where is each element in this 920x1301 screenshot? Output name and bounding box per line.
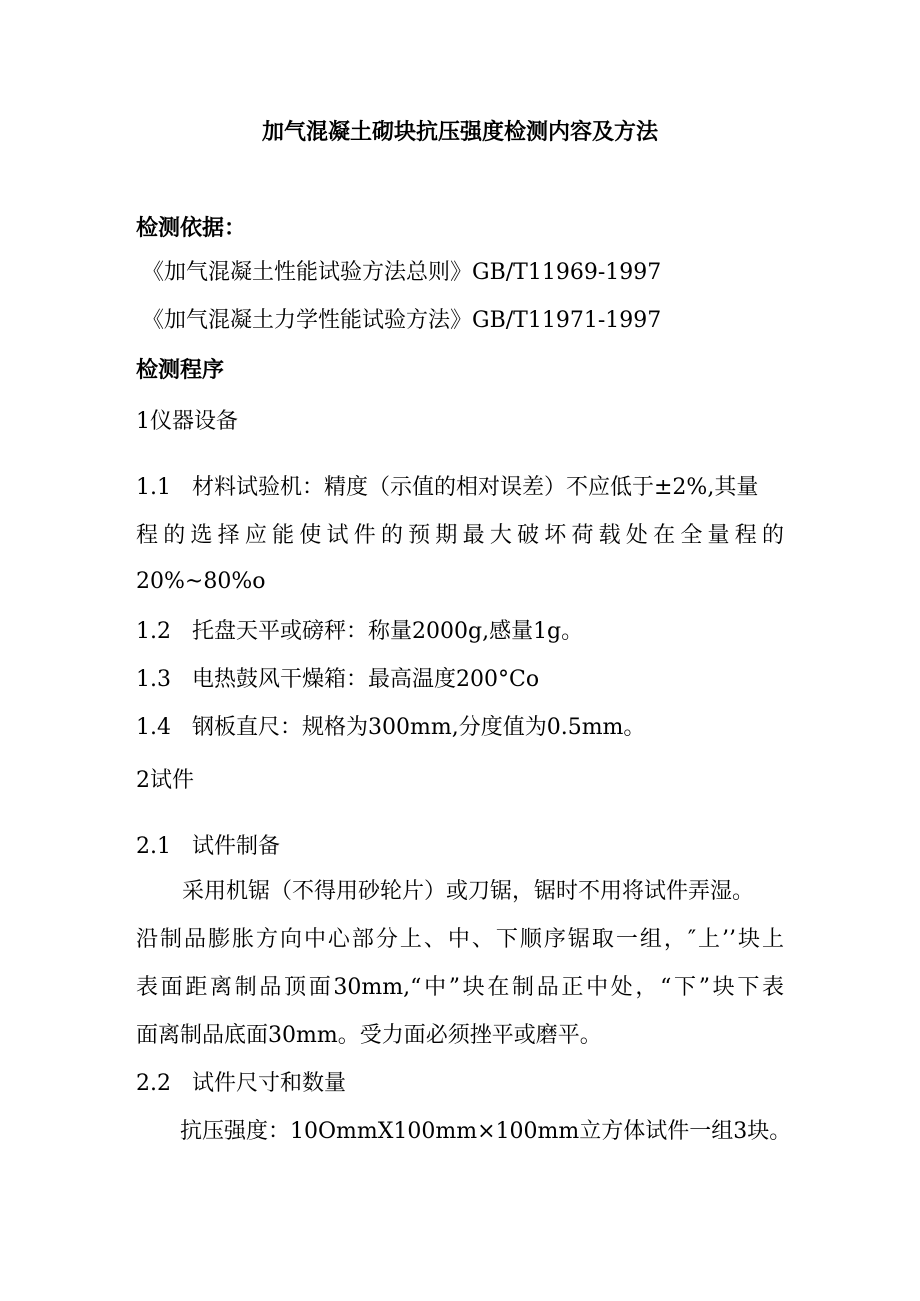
paragraph-line: 沿制品膨胀方向中心部分上、中、下顺序锯取一组，″上’’块上 xyxy=(136,927,784,952)
paragraph-line: 表面距离制品顶面30mm,“中”块在制品正中处，“下”块下表 xyxy=(136,975,784,1000)
item-1-1 xyxy=(136,473,758,503)
item-label: 试件尺寸和数量 xyxy=(192,1071,347,1096)
item-1-1-continuation: 程的选择应能使试件的预期最大破坏荷载处在全量程的 xyxy=(136,523,784,548)
item-text: 材料试验机：精度（示值的相对误差）不应低于±2%,其量 xyxy=(192,475,759,500)
standard-item: 《加气混凝土性能试验方法总则》GB/T11969-1997 xyxy=(142,260,662,285)
item-number: 2.1 xyxy=(136,834,171,859)
section-2-heading: 2试件 xyxy=(136,768,194,793)
item-2-1 xyxy=(136,832,280,862)
document-title: 加气混凝土砌块抗压强度检测内容及方法 xyxy=(261,119,658,145)
item-text: 钢板直尺：规格为300mm,分度值为0.5mm。 xyxy=(192,715,646,740)
procedure-heading: 检测程序 xyxy=(136,357,225,383)
item-text: 托盘天平或磅秤：称量2000g,感量1g。 xyxy=(192,619,584,644)
paragraph-line: 采用机锯（不得用砂轮片）或刀锯，锯时不用将试件弄湿。 xyxy=(182,879,755,904)
basis-heading: 检测依据： xyxy=(136,215,247,241)
paragraph-line: 面离制品底面30mm。受力面必须挫平或磨平。 xyxy=(136,1023,602,1048)
item-1-3 xyxy=(136,665,539,695)
item-number: 1.4 xyxy=(136,715,171,740)
item-number: 1.2 xyxy=(136,619,171,644)
item-1-1-continuation: 20%~80%o xyxy=(136,569,266,594)
item-text: 电热鼓风干燥箱：最高温度200°Co xyxy=(192,667,540,692)
section-1-heading: 1仪器设备 xyxy=(136,409,238,434)
item-2-2 xyxy=(136,1069,346,1099)
item-1-2 xyxy=(136,617,583,647)
standard-item: 《加气混凝土力学性能试验方法》GB/T11971-1997 xyxy=(142,308,662,333)
item-number: 1.1 xyxy=(136,475,171,500)
item-label: 试件制备 xyxy=(192,834,281,859)
paragraph-line: 抗压强度：10OmmX100mm×100mm立方体试件一组3块。 xyxy=(180,1119,792,1144)
item-1-4 xyxy=(136,713,645,743)
item-number: 2.2 xyxy=(136,1071,171,1096)
item-number: 1.3 xyxy=(136,667,171,692)
